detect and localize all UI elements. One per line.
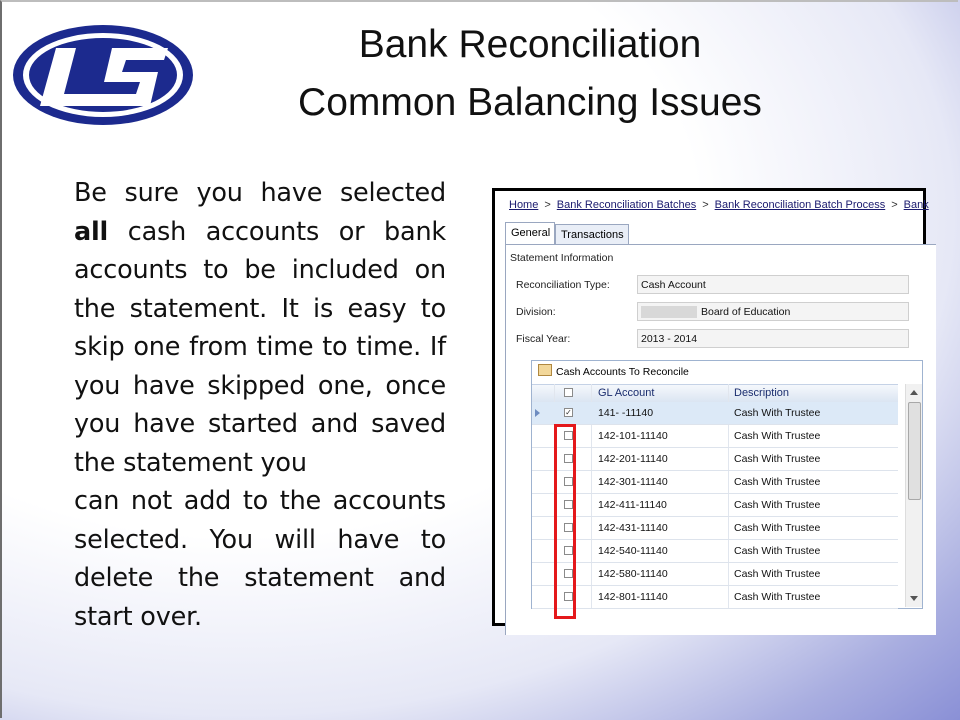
body-part2: cash accounts or bank accounts to be included on the statement. It is easy to skip one from time to time. If you have skipped one, once you have started and saved the statement you <box>74 216 447 478</box>
breadcrumb: Home > Bank Reconciliation Batches > Bank Reconciliation Batch Process > Bank <box>509 199 929 211</box>
breadcrumb-batches[interactable]: Bank Reconciliation Batches <box>556 199 697 211</box>
table-row[interactable] <box>532 563 898 586</box>
slide-title-line2: Common Balancing Issues <box>298 81 762 124</box>
gl-account-cell: 142-201-11140 <box>598 453 668 465</box>
gl-account-cell: 142-580-11140 <box>598 568 668 580</box>
grid-scrollbar[interactable] <box>905 384 922 607</box>
column-header-description[interactable]: Description <box>734 387 790 399</box>
slide-title-line1: Bank Reconciliation <box>358 23 702 66</box>
fiscal-year-field[interactable]: 2013 - 2014 <box>637 329 909 348</box>
table-row[interactable] <box>532 448 898 471</box>
grid-title-text: Cash Accounts To Reconcile <box>556 366 689 378</box>
grid-title <box>532 361 922 383</box>
body-part1: Be sure you have selected <box>74 178 446 208</box>
description-cell: Cash With Trustee <box>734 591 821 603</box>
reconciliation-type-label: Reconciliation Type: <box>516 279 610 291</box>
description-cell: Cash With Trustee <box>734 407 821 419</box>
column-header-gl-account[interactable]: GL Account <box>598 387 655 399</box>
row-checkbox[interactable]: ✓ <box>565 408 572 417</box>
description-cell: Cash With Trustee <box>734 476 821 488</box>
division-value: Board of Education <box>701 306 791 318</box>
description-cell: Cash With Trustee <box>734 453 821 465</box>
grid-rows <box>532 402 898 609</box>
table-row[interactable] <box>532 540 898 563</box>
tab-general[interactable]: General <box>505 222 555 244</box>
table-row[interactable] <box>532 586 898 609</box>
lsi-logo-icon <box>8 20 198 130</box>
breadcrumb-home[interactable]: Home <box>509 199 539 211</box>
redacted-block <box>641 306 697 318</box>
fiscal-year-label: Fiscal Year: <box>516 333 571 345</box>
tab-transactions[interactable]: Transactions <box>555 224 629 245</box>
body-part3: can not add to the accounts selected. You will have to delete the statement and start over. <box>74 486 446 632</box>
gl-account-cell: 142-801-11140 <box>598 591 668 603</box>
table-row[interactable] <box>532 517 898 540</box>
description-cell: Cash With Trustee <box>734 568 821 580</box>
description-cell: Cash With Trustee <box>734 522 821 534</box>
scroll-thumb[interactable] <box>908 402 921 500</box>
gl-account-cell: 142-540-11140 <box>598 545 668 557</box>
breadcrumb-batch-process[interactable]: Bank Reconciliation Batch Process <box>714 199 886 211</box>
select-all-checkbox[interactable] <box>564 388 573 397</box>
description-cell: Cash With Trustee <box>734 430 821 442</box>
table-row[interactable] <box>532 494 898 517</box>
row-indicator-icon <box>535 409 540 417</box>
gl-account-cell: 142-411-11140 <box>598 499 667 511</box>
description-cell: Cash With Trustee <box>734 545 821 557</box>
body-bold: all <box>74 216 109 247</box>
scroll-up-icon[interactable] <box>910 390 918 395</box>
division-label: Division: <box>516 306 556 318</box>
body-text <box>74 174 446 636</box>
table-row[interactable] <box>532 425 898 448</box>
table-row[interactable] <box>532 471 898 494</box>
reconciliation-type-field[interactable]: Cash Account <box>637 275 909 294</box>
app-screenshot <box>492 188 929 626</box>
gl-account-cell: 141- -11140 <box>598 407 654 419</box>
grid-header <box>532 384 898 403</box>
table-row[interactable] <box>532 402 898 425</box>
description-cell: Cash With Trustee <box>734 499 821 511</box>
scroll-down-icon[interactable] <box>910 596 918 601</box>
gl-account-cell: 142-301-11140 <box>598 476 668 488</box>
section-title: Statement Information <box>510 252 614 264</box>
breadcrumb-current[interactable]: Bank <box>903 199 929 211</box>
division-field[interactable] <box>637 302 909 321</box>
gl-account-cell: 142-101-11140 <box>598 430 668 442</box>
table-icon <box>538 364 552 376</box>
gl-account-cell: 142-431-11140 <box>598 522 668 534</box>
cash-accounts-grid <box>531 360 923 609</box>
checkbox-highlight-box <box>554 424 576 619</box>
